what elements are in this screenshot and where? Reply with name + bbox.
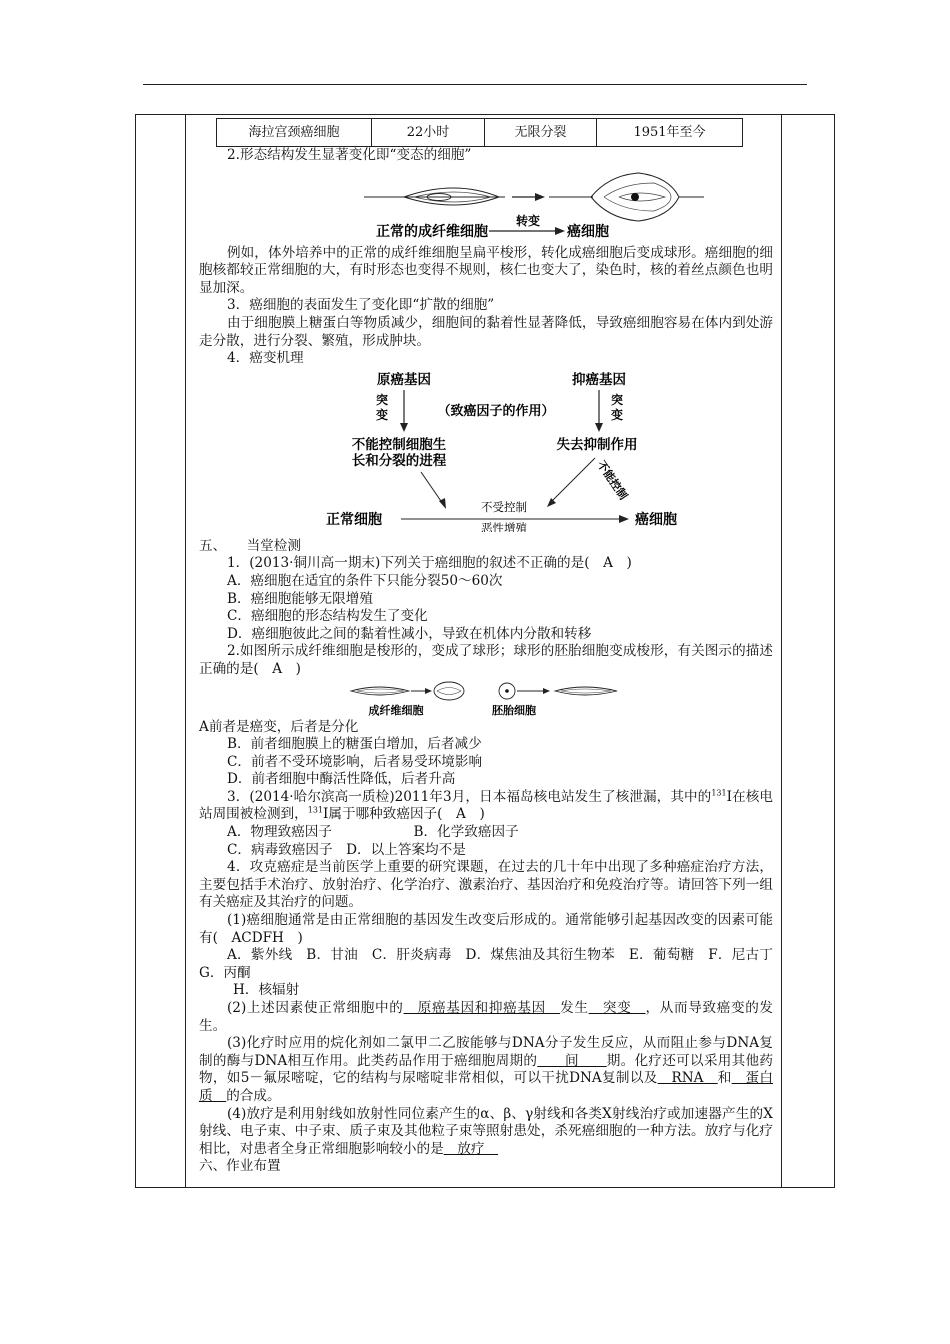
frame-divider-right [781,114,782,1188]
question-1-option: D．癌细胞彼此之间的黏着性减小，导致在机体内分散和转移 [227,625,592,642]
question-1-option: A．癌细胞在适宜的条件下只能分裂50～60次 [227,572,503,589]
question-2-option: C．前者不受环境影响，后者易受环境影响 [227,753,483,770]
table-cell: 22小时 [372,119,485,147]
question-3-stem: 3．(2014·哈尔滨高一质检)2011年3月，日本福岛核电站发生了核泄漏，其中的$^{131}$I在核电站周围被检测到，$^{131}$I属于哪种致癌因子( A ) [199,788,773,823]
mutation-right-label-1: 突 [610,392,624,407]
question-1-option: C．癌细胞的形态结构发生了变化 [227,608,428,625]
answer-blank: 突变 [588,1000,646,1016]
table-cell: 1951年至今 [597,119,743,147]
question-4-stem: 4．攻克癌症是当前医学上重要的研究课题，在过去的几十年中出现了多种癌症治疗方法，主要包括手术治疗、放射治疗、化学治疗、激素治疗、基因治疗和免疫治疗等。请回答下列一组有关癌症及其治疗的问题。 [199,859,773,911]
question-3-options: C．病毒致癌因子 D．以上答案均不是 [227,841,466,858]
question-2-diagram [199,679,773,719]
question-4-part-1: (1)癌细胞通常是由正常细胞的基因发生改变后形成的。通常能够引起基因改变的因素可能有( ACDFH ) [199,912,773,946]
paragraph-example: 例如，体外培养中的正常的成纤维细胞呈扁平梭形，转化成癌细胞后变成球形。癌细胞的细胞核都较正常细胞的大，有时形态也变得不规则，核仁也变大了，染色时，核的着丝点颜色也明显加深。 [199,244,773,296]
question-4-part-2: (2)上述因素使正常细胞中的 原癌基因和抑癌基因 发生 突变 ，从而导致癌变的发生。 [199,1000,774,1034]
question-4-part-1-options: A．紫外线 B．甘油 C．肝炎病毒 D．煤焦油及其衍生物苯 E．葡萄糖 F．尼古丁 G．丙酮 [199,947,787,981]
frame-divider-left [185,114,186,1188]
cancer-cell-label: 癌细胞 [567,223,609,240]
paragraph-surface: 由于细胞膜上糖蛋白等物质减少，细胞间的黏着性显著降低，导致癌细胞容易在体内到处游走分散，进行分裂、繁殖，形成肿块。 [199,314,773,349]
fibroblast-transform-diagram [199,165,773,245]
answer-blank: 原癌基因和抑癌基因 [403,1000,561,1016]
question-3-options: A．物理致癌因子 B．化学致癌因子 [227,824,519,841]
section-6-title: 六、作业布置 [199,1158,281,1175]
normal-cell-label: 正常细胞 [326,511,382,528]
uncontrolled-label: 不受控制 [481,499,527,514]
lose-suppression-label: 失去抑制作用 [556,436,638,453]
transform-arrow-label: 转变 [515,213,541,228]
mutation-left-label-2: 变 [375,407,389,422]
figure-fibroblast-transform [199,165,773,245]
mutation-left-label-1: 突 [375,392,389,407]
embryonic-cell-label: 胚胎细胞 [492,703,536,717]
uncontrolled-growth-label-1: 不能控制细胞生 [351,436,447,453]
header-rule [143,84,807,85]
table-cell: 无限分裂 [485,119,597,147]
cell-info-table [216,118,743,147]
figure-cancer-mechanism [199,368,773,532]
section-4-title: 4．癌变机理 [227,350,304,367]
answer-blank: RNA [657,1070,718,1087]
question-2-option: D．前者细胞中酶活性降低，后者升高 [227,771,456,788]
cancer-mechanism-diagram [199,368,773,532]
tumor-suppressor-label: 抑癌基因 [572,371,626,388]
normal-fibroblast-label: 正常的成纤维细胞 [376,223,488,240]
question-1-option: B．癌细胞能够无限增殖 [227,590,373,607]
proto-oncogene-label: 原癌基因 [377,371,431,388]
lesson-content [199,118,787,1176]
question-2-option: B．前者细胞膜上的糖蛋白增加，后者减少 [227,736,482,753]
section-3-title: 3．癌细胞的表面发生了变化即“扩散的细胞” [227,297,495,314]
question-2-option: A前者是癌变，后者是分化 [199,718,359,735]
question-4-part-4: (4)放疗是利用射线如放射性同位素产生的α、β、γ射线和各类X射线治疗或加速器产生的X射线、电子束、中子束、质子束及其他粒子束等照射患处，杀死癌细胞的一种方法。放疗与化疗相比，对患者全身正常细胞影响较小的是 放疗 [199,1105,773,1157]
cancer-cell-result-label: 癌细胞 [635,511,677,528]
section-5-title: 五、 当堂检测 [199,537,301,554]
answer-blank: 放疗 [443,1140,499,1157]
table-row [217,119,743,147]
carcinogen-effect-label: （致癌因子的作用） [437,403,555,419]
cannot-control-label: 不能控制 [594,458,630,502]
answer-blank: 间 [537,1052,607,1069]
table-cell: 海拉宫颈癌细胞 [217,119,372,147]
malignant-proliferation-label: 恶性增殖 [481,520,527,532]
figure-question-2 [199,679,773,719]
section-2-title: 2.形态结构发生显著变化即“变态的细胞” [227,147,472,163]
question-1-stem: 1．(2013·铜川高一期末)下列关于癌细胞的叙述不正确的是( A ) [227,555,632,572]
question-2-stem: 2.如图所示成纤维细胞是梭形的，变成了球形；球形的胚胎细胞变成梭形，有关图示的描述正确的是( A ) [199,643,773,677]
mutation-right-label-2: 变 [610,407,624,422]
question-4-part-3: (3)化疗时应用的烷化剂如二氯甲二乙胺能够与DNA分子发生反应，从而阻止参与DNA复制的酶与DNA相互作用。此类药品作用于癌细胞周期的 间 期。化疗还可以采用其他药物，如5－氟尿嘧啶，它的结构与尿嘧啶非常相似，可以干扰DNA复制以及 RNA 和 蛋白质 的合成。 [199,1035,774,1104]
answer-blank: 蛋白质 [199,1070,774,1104]
question-4-part-1-options-cont: H．核辐射 [233,982,300,999]
uncontrolled-growth-label-2: 长和分裂的进程 [351,452,447,469]
fibroblast-label: 成纤维细胞 [368,703,424,717]
